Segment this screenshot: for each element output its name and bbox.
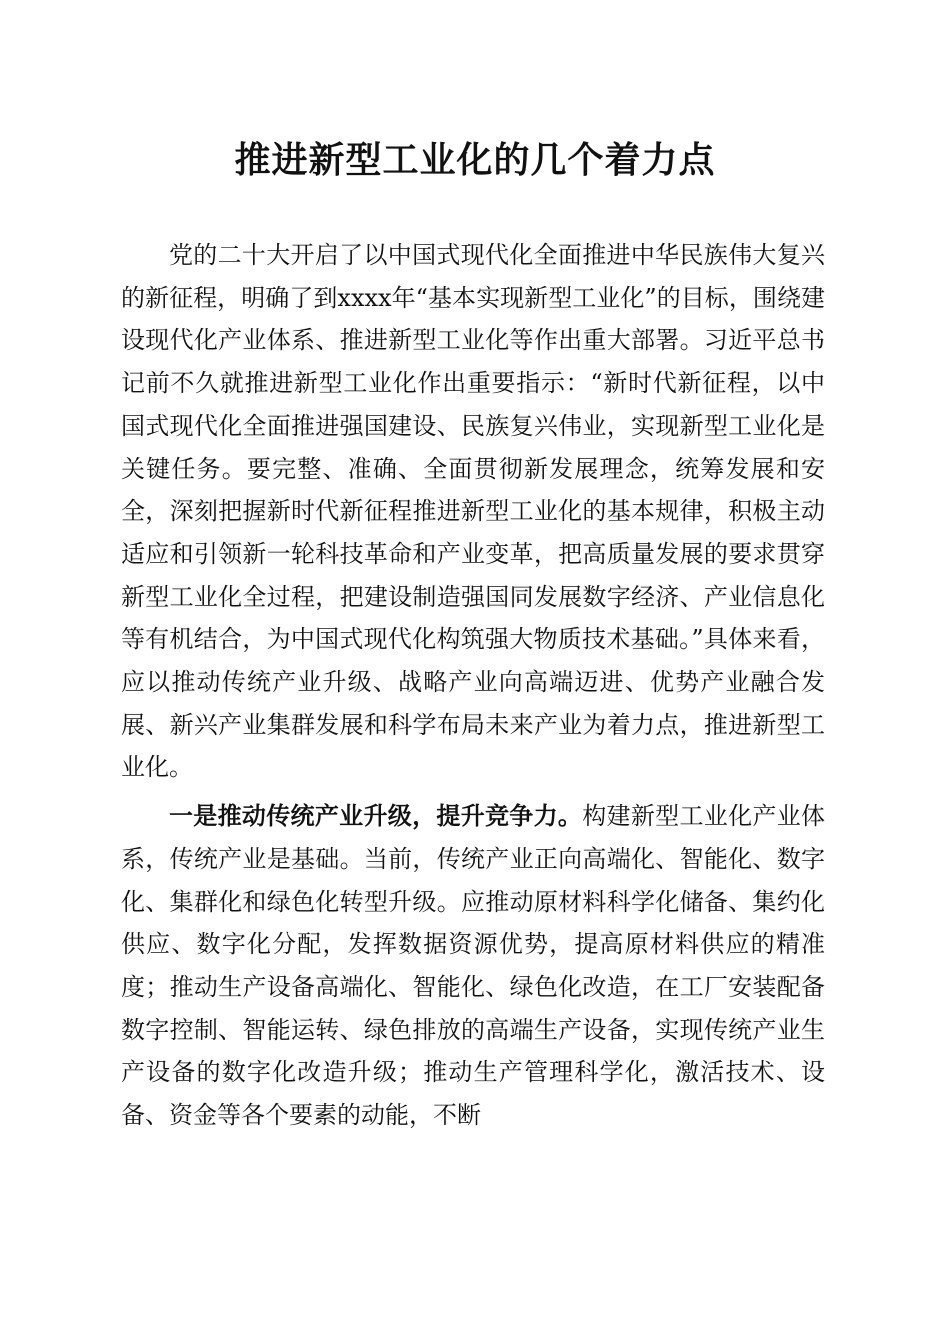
- paragraph-intro-text: 党的二十大开启了以中国式现代化全面推进中华民族伟大复兴的新征程，明确了到xxxx年“基本实现新型工业化”的目标，围绕建设现代化产业体系、推进新型工业化等作出重大部署。习近平总书记前不久就推进新型工业化作出重要指示：“新时代新征程，以中国式现代化全面推进强国建设、民族复兴伟业，实现新型工业化是关键任务。要完整、准确、全面贯彻新发展理念，统筹发展和安全，深刻把握新时代新征程推进新型工业化的基本规律，积极主动适应和引领新一轮科技革命和产业变革，把高质量发展的要求贯穿新型工业化全过程，把建设制造强国同发展数字经济、产业信息化等有机结合，为中国式现代化构筑强大物质技术基础。”具体来看，应以推动传统产业升级、战略产业向高端迈进、优势产业融合发展、新兴产业集群发展和科学布局未来产业为着力点，推进新型工业化。: [121, 241, 825, 782]
- paragraph-point-one-text: 构建新型工业化产业体系，传统产业是基础。当前，传统产业正向高端化、智能化、数字化、集群化和绿色化转型升级。应推动原材料科学化储备、集约化供应、数字化分配，发挥数据资源优势，提高原材料供应的精准度；推动生产设备高端化、智能化、绿色化改造，在工厂安装配备数字控制、智能运转、绿色排放的高端生产设备，实现传统产业生产设备的数字化改造升级；推动生产管理科学化，激活技术、设备、资金等各个要素的动能，不断: [121, 802, 826, 1130]
- paragraph-point-one-lead: 一是推动传统产业升级，提升竞争力。: [169, 801, 583, 831]
- document-body: [121, 234, 825, 1137]
- paragraph-intro: [121, 234, 825, 789]
- paragraph-point-one: [121, 795, 825, 1137]
- document-title: 推进新型工业化的几个着力点: [234, 139, 716, 181]
